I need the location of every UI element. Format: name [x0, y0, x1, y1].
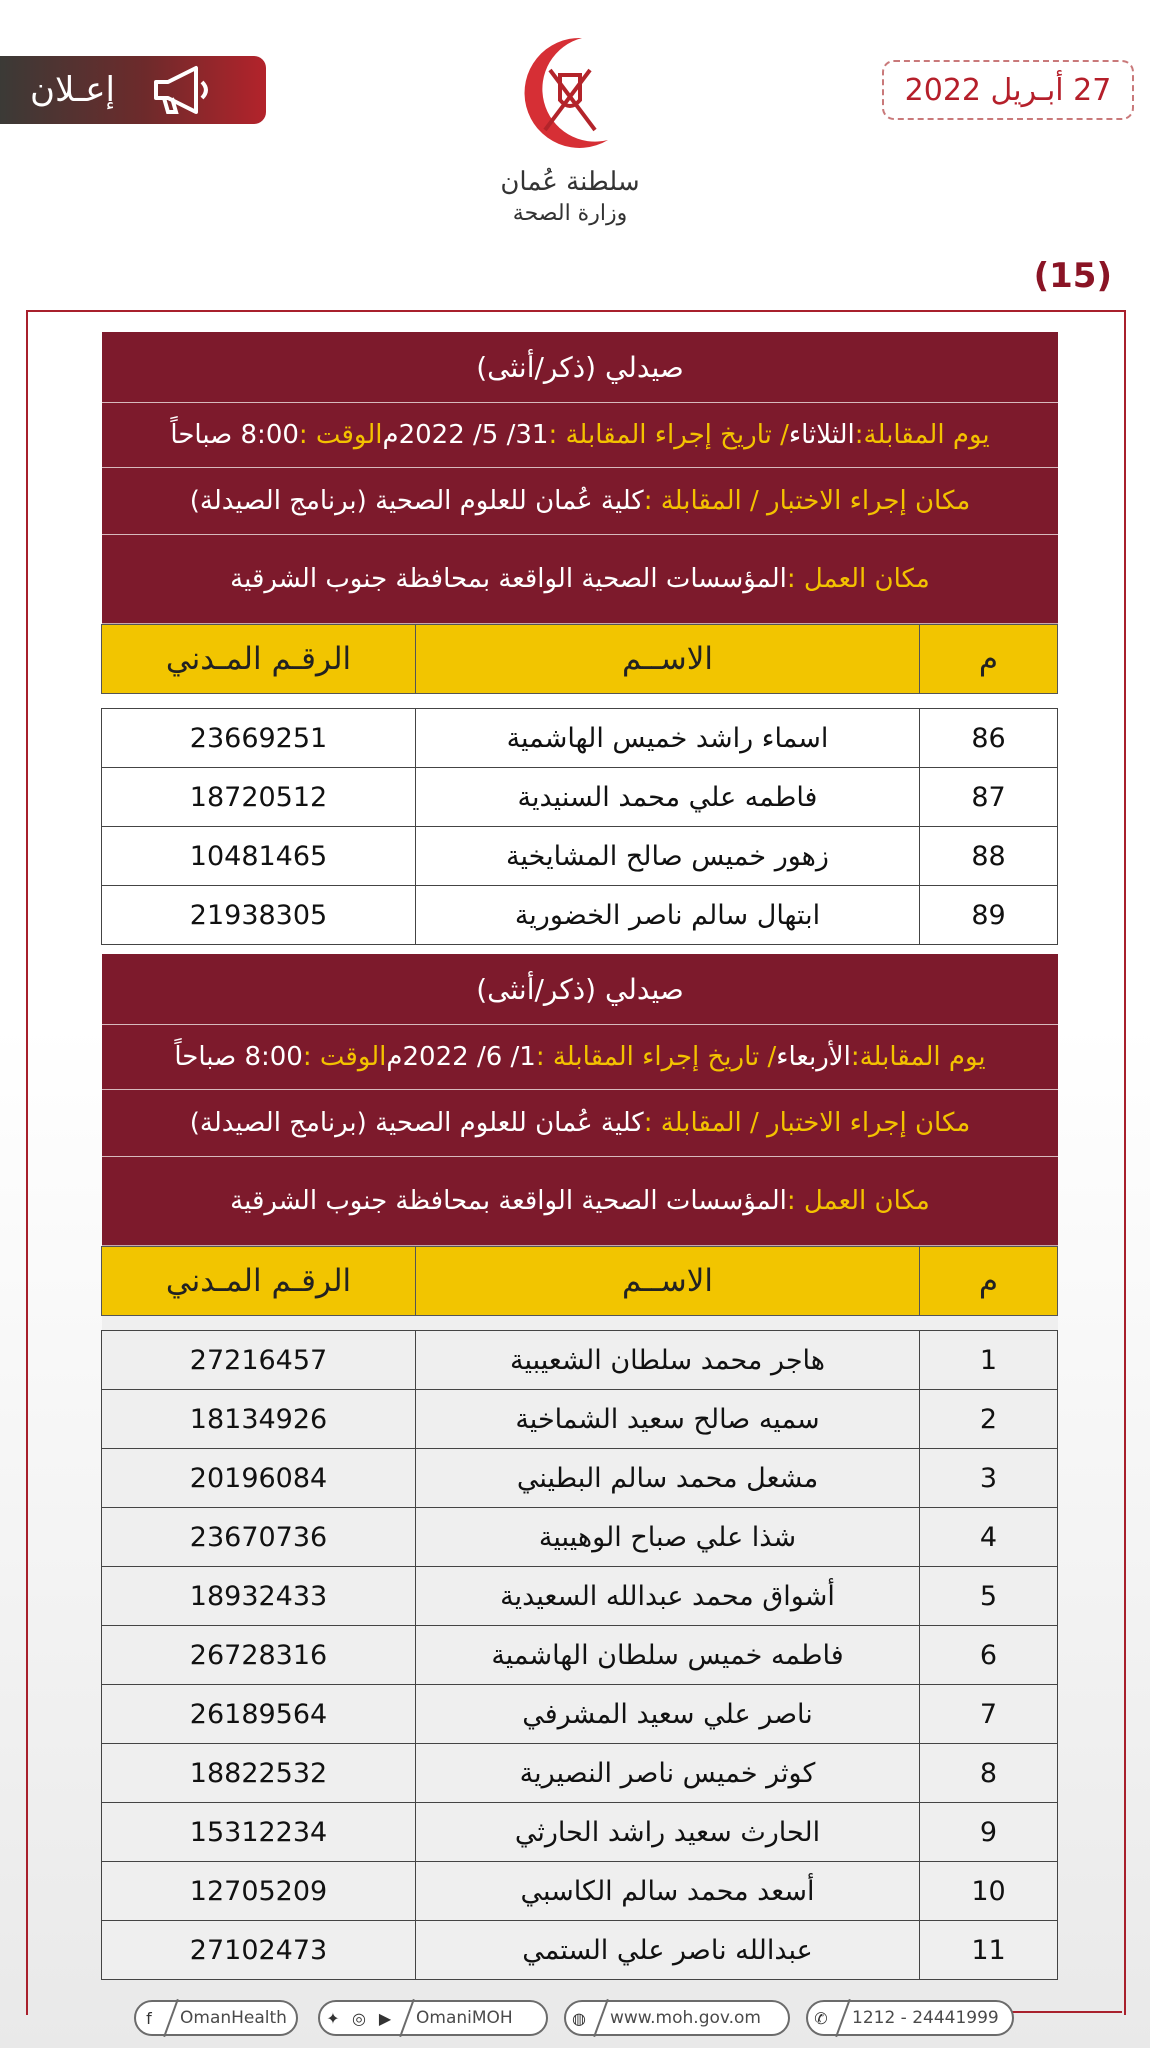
row-index: 11 — [920, 1921, 1058, 1980]
row-civil-id: 20196084 — [102, 1449, 416, 1508]
table-row — [102, 1449, 1058, 1508]
ministry-logo — [490, 30, 650, 230]
row-civil-id: 23670736 — [102, 1508, 416, 1567]
day-label: يوم المقابلة: — [850, 1042, 986, 1072]
workplace-value: المؤسسات الصحية الواقعة بمحافظة جنوب الشرقية — [230, 1186, 787, 1216]
row-name: عبدالله ناصر علي الستمي — [416, 1921, 920, 1980]
job-title: صيدلي (ذكر/أنثى) — [102, 954, 1058, 1025]
day-value: الأربعاء — [776, 1042, 851, 1072]
time-label: الوقت : — [302, 1042, 387, 1072]
row-index: 3 — [920, 1449, 1058, 1508]
row-name: الحارث سعيد راشد الحارثي — [416, 1803, 920, 1862]
row-name: اسماء راشد خميس الهاشمية — [416, 709, 920, 768]
row-name: فاطمه خميس سلطان الهاشمية — [416, 1626, 920, 1685]
candidates-table — [101, 624, 1058, 945]
youtube-icon: ▶ — [378, 2008, 392, 2028]
table-row — [102, 1744, 1058, 1803]
date-label: / تاريخ إجراء المقابلة : — [535, 1042, 777, 1072]
column-header-name: الاســم — [416, 1247, 920, 1316]
table-row — [102, 1862, 1058, 1921]
svg-text:سلطنة عُمان: سلطنة عُمان — [500, 167, 640, 197]
contact-footer — [0, 1998, 1150, 2038]
table-row — [102, 1567, 1058, 1626]
row-civil-id: 18932433 — [102, 1567, 416, 1626]
venue-row — [102, 1090, 1058, 1157]
globe-icon: ◍ — [572, 2008, 586, 2028]
row-index: 6 — [920, 1626, 1058, 1685]
day-label: يوم المقابلة: — [854, 420, 990, 450]
interview-block-2 — [102, 954, 1058, 1980]
row-name: كوثر خميس ناصر النصيرية — [416, 1744, 920, 1803]
workplace-label: مكان العمل : — [786, 564, 930, 594]
candidates-table — [101, 1246, 1058, 1980]
page-number: (15) — [1033, 256, 1112, 296]
workplace-row — [102, 1157, 1058, 1245]
row-name: شذا علي صباح الوهيبية — [416, 1508, 920, 1567]
job-title: صيدلي (ذكر/أنثى) — [102, 332, 1058, 403]
time-value: 8:00 صباحاً — [174, 1042, 303, 1072]
row-index: 87 — [920, 768, 1058, 827]
venue-row — [102, 468, 1058, 535]
workplace-row — [102, 535, 1058, 623]
row-civil-id: 15312234 — [102, 1803, 416, 1862]
megaphone-icon — [150, 64, 220, 116]
row-name: ناصر علي سعيد المشرفي — [416, 1685, 920, 1744]
table-header-row — [102, 625, 1058, 694]
column-header-index: م — [920, 625, 1058, 694]
row-civil-id: 27102473 — [102, 1921, 416, 1980]
interview-schedule — [102, 1025, 1058, 1090]
row-civil-id: 18720512 — [102, 768, 416, 827]
table-header-row — [102, 1247, 1058, 1316]
venue-value: كلية عُمان للعلوم الصحية (برنامج الصيدلة) — [189, 1108, 644, 1138]
row-civil-id: 26189564 — [102, 1685, 416, 1744]
row-name: سميه صالح سعيد الشماخية — [416, 1390, 920, 1449]
day-value: الثلاثاء — [788, 420, 855, 450]
row-civil-id: 18134926 — [102, 1390, 416, 1449]
workplace-label: مكان العمل : — [786, 1186, 930, 1216]
row-index: 7 — [920, 1685, 1058, 1744]
facebook-pill[interactable] — [134, 2000, 298, 2036]
row-name: زهور خميس صالح المشايخية — [416, 827, 920, 886]
column-header-index: م — [920, 1247, 1058, 1316]
svg-text:وزارة الصحة: وزارة الصحة — [512, 201, 628, 226]
block-header — [102, 332, 1058, 624]
row-index: 2 — [920, 1390, 1058, 1449]
phone-icon: ✆ — [814, 2008, 828, 2028]
row-civil-id: 18822532 — [102, 1744, 416, 1803]
row-index: 4 — [920, 1508, 1058, 1567]
table-row — [102, 768, 1058, 827]
row-index: 1 — [920, 1331, 1058, 1390]
row-name: فاطمه علي محمد السنيدية — [416, 768, 920, 827]
facebook-icon: f — [146, 2008, 152, 2028]
facebook-handle: OmanHealth — [180, 2008, 287, 2028]
column-header-name: الاســم — [416, 625, 920, 694]
instagram-icon: ◎ — [352, 2008, 366, 2028]
announcement-label: إعـلان — [30, 70, 115, 110]
venue-label: مكان إجراء الاختبار / المقابلة : — [643, 486, 971, 516]
block-header — [102, 954, 1058, 1246]
row-civil-id: 26728316 — [102, 1626, 416, 1685]
date-label: / تاريخ إجراء المقابلة : — [548, 420, 789, 450]
row-civil-id: 12705209 — [102, 1862, 416, 1921]
row-name: هاجر محمد سلطان الشعيبية — [416, 1331, 920, 1390]
date-badge: 27 أبـريل 2022 — [882, 60, 1134, 120]
row-name: أسعد محمد سالم الكاسبي — [416, 1862, 920, 1921]
table-row — [102, 1626, 1058, 1685]
social-handle: OmaniMOH — [416, 2008, 513, 2028]
row-civil-id: 27216457 — [102, 1331, 416, 1390]
row-name: مشعل محمد سالم البطيني — [416, 1449, 920, 1508]
website-url: www.moh.gov.om — [610, 2008, 761, 2028]
table-row — [102, 827, 1058, 886]
row-index: 5 — [920, 1567, 1058, 1626]
interview-block-1 — [102, 332, 1058, 945]
venue-label: مكان إجراء الاختبار / المقابلة : — [643, 1108, 971, 1138]
date-value: 1/ 6/ 2022م — [386, 1042, 536, 1072]
row-index: 10 — [920, 1862, 1058, 1921]
table-row — [102, 1803, 1058, 1862]
phone-pill[interactable] — [806, 2000, 1014, 2036]
row-index: 8 — [920, 1744, 1058, 1803]
table-row — [102, 1390, 1058, 1449]
row-index: 86 — [920, 709, 1058, 768]
interview-schedule — [102, 403, 1058, 468]
workplace-value: المؤسسات الصحية الواقعة بمحافظة جنوب الشرقية — [230, 564, 787, 594]
row-index: 9 — [920, 1803, 1058, 1862]
venue-value: كلية عُمان للعلوم الصحية (برنامج الصيدلة) — [189, 486, 644, 516]
column-header-civil-id: الرقـم المـدني — [102, 625, 416, 694]
table-row — [102, 1508, 1058, 1567]
row-index: 89 — [920, 886, 1058, 945]
row-civil-id: 23669251 — [102, 709, 416, 768]
row-index: 88 — [920, 827, 1058, 886]
time-value: 8:00 صباحاً — [170, 420, 299, 450]
row-civil-id: 21938305 — [102, 886, 416, 945]
row-name: ابتهال سالم ناصر الخضورية — [416, 886, 920, 945]
row-name: أشواق محمد عبدالله السعيدية — [416, 1567, 920, 1626]
row-civil-id: 10481465 — [102, 827, 416, 886]
table-row — [102, 1921, 1058, 1980]
table-row — [102, 886, 1058, 945]
table-row — [102, 1331, 1058, 1390]
table-row — [102, 1685, 1058, 1744]
social-pill[interactable] — [318, 2000, 548, 2036]
date-value: 31/ 5/ 2022م — [382, 420, 549, 450]
website-pill[interactable] — [564, 2000, 790, 2036]
announcement-badge — [0, 56, 266, 124]
column-header-civil-id: الرقـم المـدني — [102, 1247, 416, 1316]
phone-number: 1212 - 24441999 — [852, 2008, 999, 2028]
twitter-icon: ✦ — [326, 2008, 340, 2028]
table-row — [102, 709, 1058, 768]
time-label: الوقت : — [298, 420, 383, 450]
